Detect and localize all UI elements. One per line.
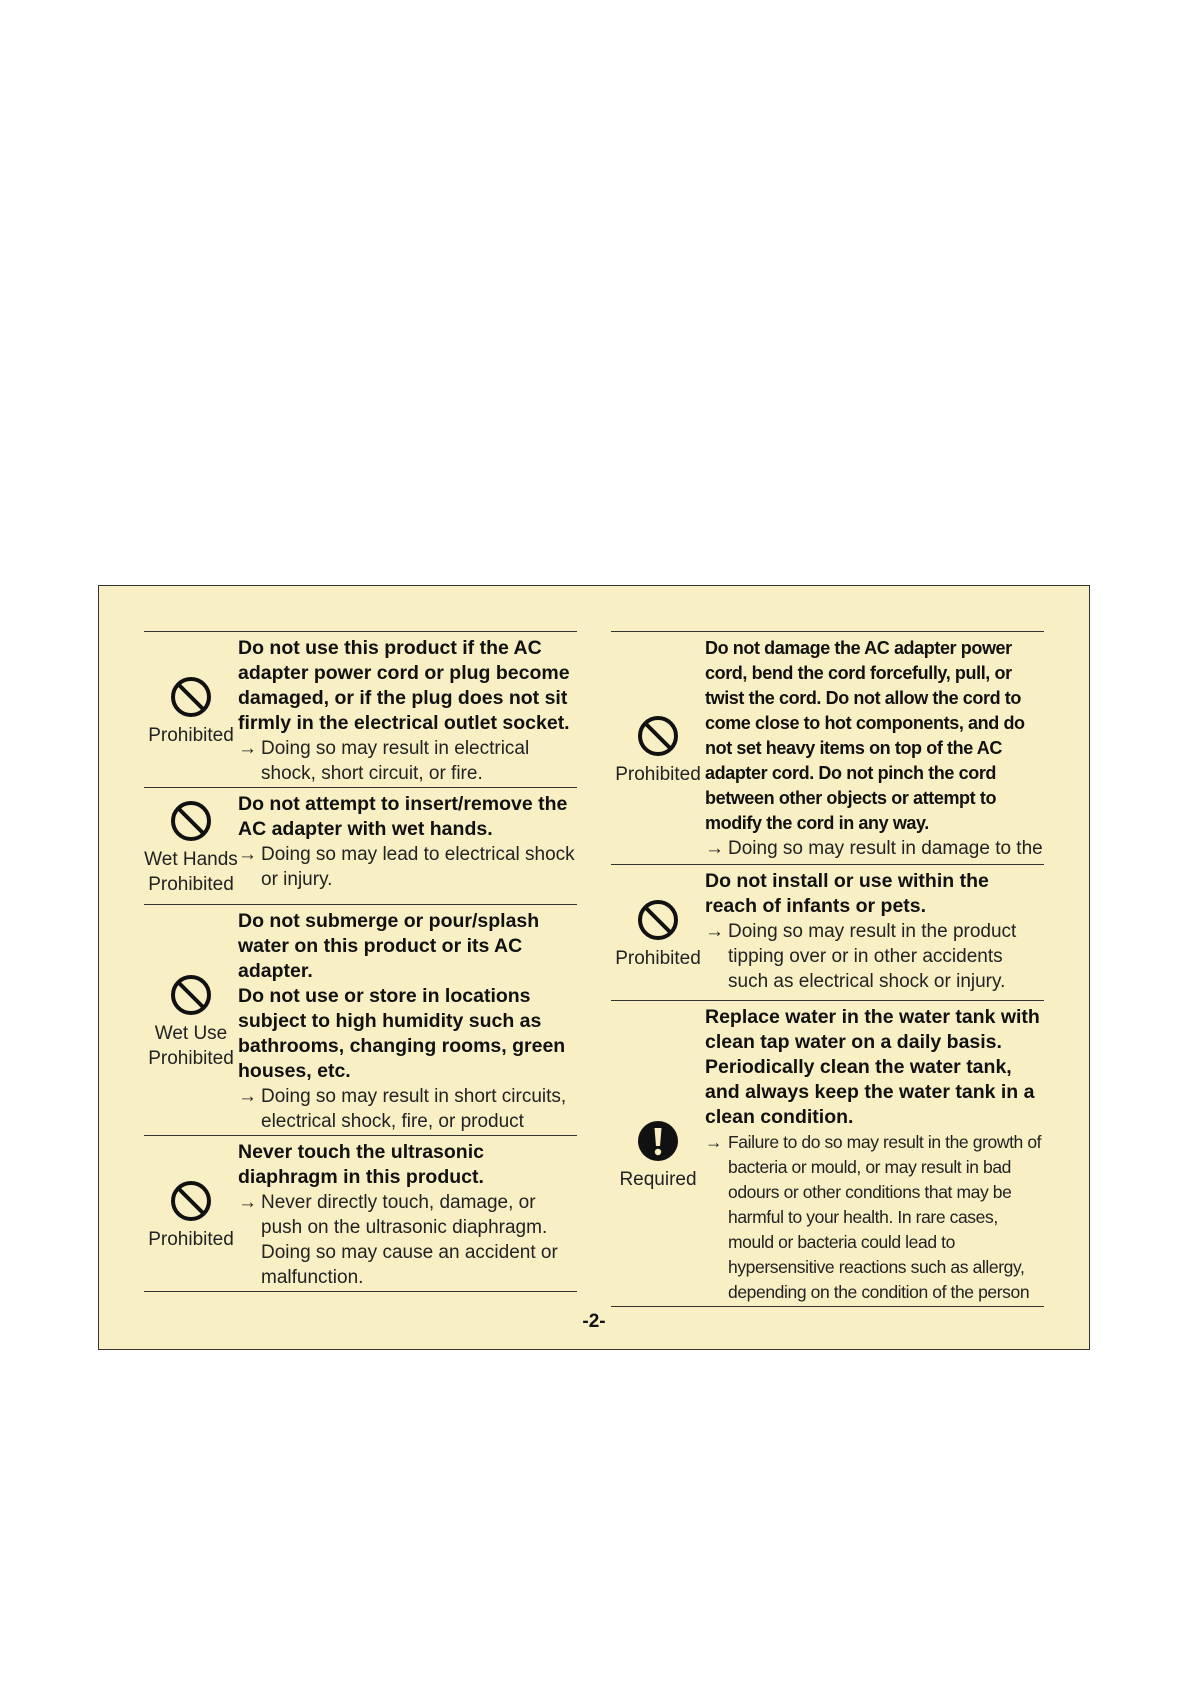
symbol-label: Wet Use Prohibited (148, 1023, 234, 1069)
prohibited-icon (169, 973, 213, 1017)
warning-symbol (611, 865, 705, 1000)
warning-text (705, 1001, 1044, 1306)
symbol-label: Prohibited (615, 948, 701, 969)
prohibited-icon (636, 898, 680, 942)
warning-item-cord-damage (611, 631, 1044, 864)
warning-consequence (238, 1190, 577, 1290)
warning-symbol (611, 632, 705, 864)
warning-text (705, 865, 1044, 1000)
right-warning-column (611, 631, 1044, 1307)
consequence-text: Failure to do so may result in the growth of bacteria or mould, or may result in bad odours or other conditions that may be harmful to your health. In rare cases, mould or bacteria could lead to hypersensitive reactions such as allergy, depending on the condition of the person (728, 1132, 1042, 1302)
symbol-label: Prohibited (148, 725, 234, 746)
arrow-icon: → (238, 1086, 257, 1107)
warning-consequence (238, 1084, 577, 1135)
warning-symbol (144, 905, 238, 1135)
warning-text (238, 632, 577, 787)
consequence-text: Never directly touch, damage, or push on the ultrasonic diaphragm. Doing so may cause an accident or malfunction. (261, 1192, 558, 1288)
warning-consequence (238, 842, 577, 892)
manual-page-panel (98, 585, 1090, 1350)
warning-instruction: Do not use or store in locations subject to high humidity such as bathrooms, changing rooms, green houses, etc. (238, 985, 566, 1082)
warning-item-ultrasonic-diaphragm (144, 1135, 577, 1292)
arrow-icon: → (705, 921, 724, 942)
warning-consequence (705, 836, 1044, 864)
prohibited-icon (169, 1179, 213, 1223)
warning-symbol (144, 788, 238, 904)
consequence-text: Doing so may result in short circuits, electrical shock, fire, or product (261, 1086, 567, 1132)
warning-instruction: Do not install or use within the reach of infants or pets. (705, 870, 989, 917)
prohibited-icon (169, 675, 213, 719)
warning-symbol (144, 1136, 238, 1291)
warning-text (705, 632, 1044, 864)
arrow-icon: → (238, 1192, 257, 1213)
consequence-text: Doing so may result in damage to the (728, 838, 1043, 859)
prohibited-icon (169, 799, 213, 843)
page-number: -2- (582, 1311, 606, 1332)
prohibited-icon (636, 714, 680, 758)
warning-symbol (144, 632, 238, 787)
arrow-icon: → (705, 1132, 723, 1152)
symbol-label: Wet Hands Prohibited (144, 849, 238, 895)
arrow-icon: → (238, 844, 257, 865)
consequence-text: Doing so may result in the product tipping over or in other accidents such as electrical shock or injury. (728, 921, 1017, 992)
warning-consequence (238, 736, 577, 786)
warning-item-wet-use (144, 904, 577, 1135)
arrow-icon: → (238, 738, 257, 759)
symbol-label: Prohibited (615, 763, 701, 785)
warning-consequence (705, 1130, 1044, 1307)
warning-symbol (611, 1001, 705, 1306)
arrow-icon: → (705, 838, 724, 859)
warning-instruction: Do not use this product if the AC adapter power cord or plug become damaged, or if the plug does not sit firmly in the electrical outlet socket. (238, 637, 570, 734)
warning-text (238, 1136, 577, 1291)
warning-instruction: Replace water in the water tank with clean tap water on a daily basis. Periodically clean the water tank, and always keep the water tank in a clean condition. (705, 1006, 1040, 1128)
warning-instruction: Do not submerge or pour/splash water on this product or its AC adapter. (238, 910, 540, 982)
warning-instruction: Do not damage the AC adapter power cord, bend the cord forcefully, pull, or twist the cord. Do not allow the cord to come close to hot components, and do not set heavy items on top of the AC adapter cord. Do not pinch the cord between other objects or attempt to modify the cord in any way. (705, 638, 1025, 833)
warning-consequence (705, 919, 1044, 994)
warning-text (238, 788, 577, 904)
warning-instruction: Never touch the ultrasonic diaphragm in this product. (238, 1141, 484, 1188)
warning-item-infants-pets (611, 864, 1044, 1000)
warning-item-wet-hands (144, 787, 577, 904)
symbol-label: Prohibited (148, 1229, 234, 1250)
warning-item-damaged-cord (144, 631, 577, 787)
symbol-label: Required (619, 1169, 697, 1190)
warning-item-water-tank (611, 1000, 1044, 1307)
exclamation-icon (636, 1119, 680, 1163)
warning-text (238, 905, 577, 1135)
left-warning-column (144, 631, 577, 1292)
consequence-text: Doing so may lead to electrical shock or injury. (261, 844, 575, 890)
consequence-text: Doing so may result in electrical shock, short circuit, or fire. (261, 738, 530, 784)
warning-instruction: Do not attempt to insert/remove the AC adapter with wet hands. (238, 793, 568, 840)
